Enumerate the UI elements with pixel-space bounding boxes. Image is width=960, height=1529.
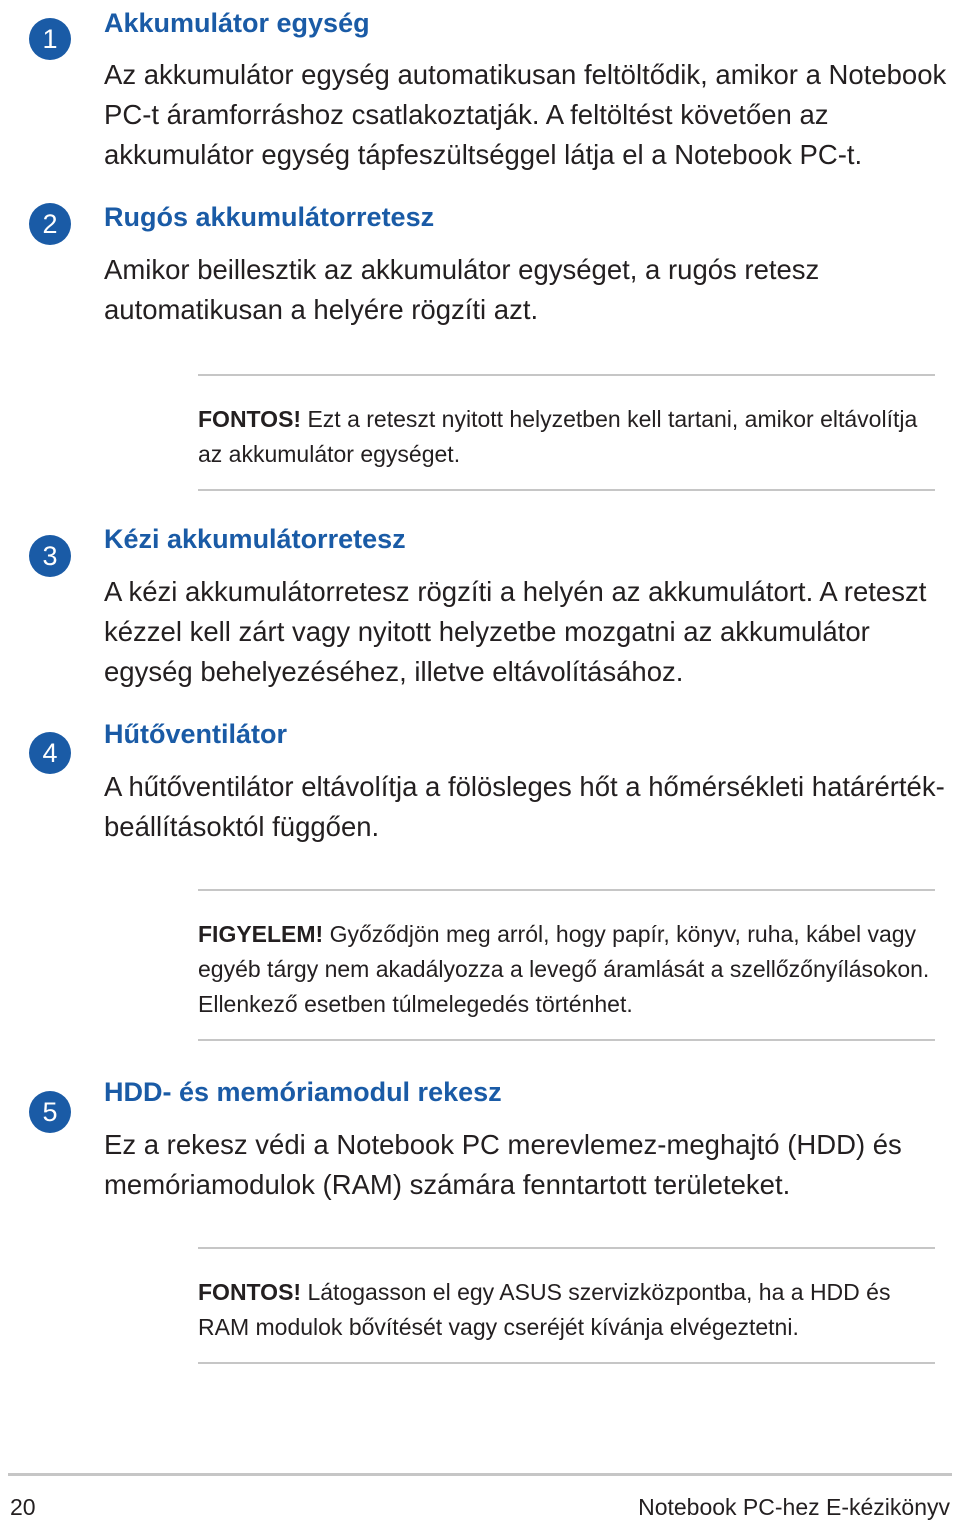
page-number: 20 [10, 1494, 36, 1520]
note-1-label: FONTOS! [198, 406, 302, 432]
section-4-heading: Hűtőventilátor [104, 719, 288, 749]
note-3-bottom-divider [198, 1362, 935, 1364]
note-2-text: Győződjön meg arról, hogy papír, könyv, ruha, kábel vagy egyéb tárgy nem akadályozza a levegő áramlását a szellőzőnyílásokon. Ellenkező esetben túlmelegedés történhet. [198, 921, 930, 1017]
section-2-heading: Rugós akkumulátorretesz [104, 202, 435, 232]
note-3-text: Látogasson el egy ASUS szervizközpontba, ha a HDD és RAM modulok bővítését vagy cseréjét kívánja elvégeztetni. [198, 1279, 891, 1340]
section-number-1-badge: 1 [29, 18, 71, 60]
note-1-text: Ezt a reteszt nyitott helyzetben kell tartani, amikor eltávolítja az akkumulátor egységet. [198, 406, 918, 467]
section-number-5-badge: 5 [29, 1091, 71, 1133]
section-5-heading: HDD- és memóriamodul rekesz [104, 1077, 502, 1107]
footer-title: Notebook PC-hez E-kézikönyv [638, 1494, 950, 1520]
footer-divider [8, 1473, 952, 1476]
note-3 [198, 1275, 933, 1345]
section-3-body: A kézi akkumulátorretesz rögzíti a helyén az akkumulátort. A reteszt kézzel kell zárt vagy nyitott helyzetbe mozgatni az akkumulátor egység behelyezéséhez, illetve eltávolításához. [104, 576, 927, 687]
section-1-heading: Akkumulátor egység [104, 8, 370, 38]
section-number-4-badge: 4 [29, 732, 71, 774]
note-3-label: FONTOS! [198, 1279, 302, 1305]
note-2-label: FIGYELEM! [198, 921, 324, 947]
note-3-top-divider [198, 1247, 935, 1249]
section-5-body: Ez a rekesz védi a Notebook PC merevlemez-meghajtó (HDD) és memóriamodulok (RAM) számára fenntartott területeket. [104, 1129, 902, 1200]
note-2 [198, 917, 933, 1022]
note-1-bottom-divider [198, 489, 935, 491]
note-1-top-divider [198, 374, 935, 376]
section-number-2-badge: 2 [29, 203, 71, 245]
section-4-body: A hűtőventilátor eltávolítja a fölösleges hőt a hőmérsékleti határérték-beállításoktól függően. [104, 771, 945, 842]
section-1-body: Az akkumulátor egység automatikusan feltöltődik, amikor a Notebook PC-t áramforráshoz csatlakoztatják. A feltöltést követően az akkumulátor egység tápfeszültséggel látja el a Notebook PC-t. [104, 59, 947, 170]
note-1 [198, 402, 933, 472]
note-2-top-divider [198, 889, 935, 891]
section-3-heading: Kézi akkumulátorretesz [104, 524, 406, 554]
section-2-body: Amikor beillesztik az akkumulátor egységet, a rugós retesz automatikusan a helyére rögzíti azt. [104, 254, 820, 325]
note-2-bottom-divider [198, 1039, 935, 1041]
section-number-3-badge: 3 [29, 535, 71, 577]
